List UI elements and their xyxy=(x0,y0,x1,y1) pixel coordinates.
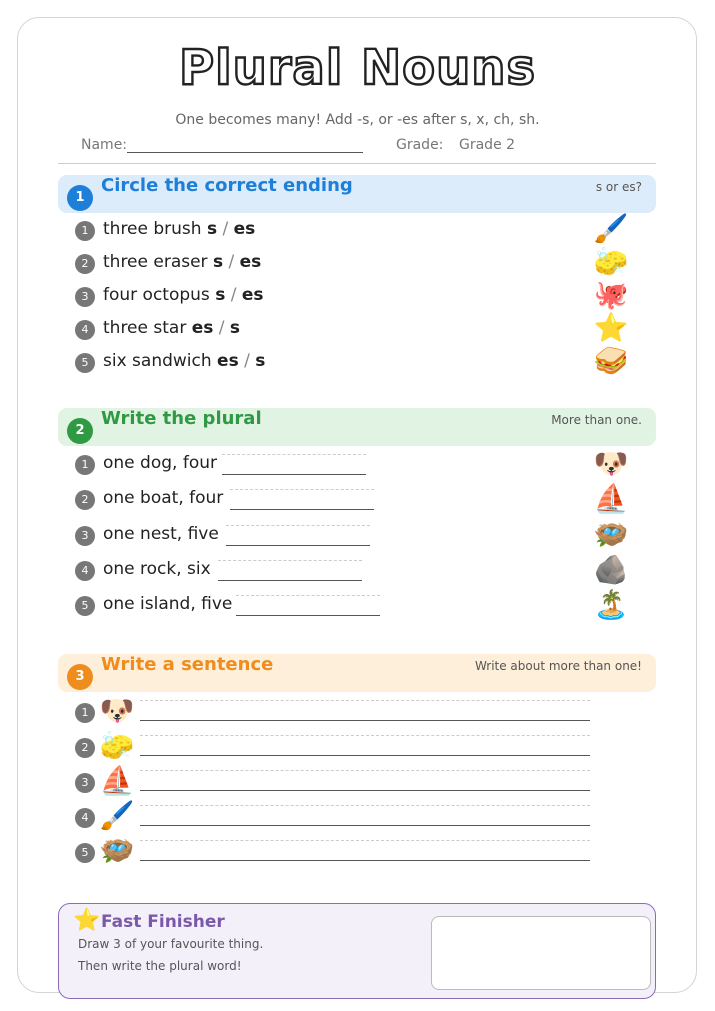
star-icon: ⭐ xyxy=(73,908,101,933)
list-item xyxy=(75,351,635,377)
item-prompt: one rock, six xyxy=(103,559,211,579)
ending-option-b[interactable]: es xyxy=(239,252,262,272)
grade-label: Grade: xyxy=(396,137,444,153)
sentence-row xyxy=(75,729,595,768)
paintbrush-icon: 🖌️ xyxy=(99,799,135,832)
item-text xyxy=(103,252,261,272)
item-noun: three star xyxy=(103,318,187,338)
nest-icon: 🪺 xyxy=(593,518,629,551)
item-text xyxy=(103,219,255,239)
ending-option-b[interactable]: s xyxy=(229,318,241,338)
section2-header xyxy=(58,408,656,446)
paintbrush-icon: 🖌️ xyxy=(593,212,629,245)
sandwich-icon: 🥪 xyxy=(593,344,629,377)
section2-hint: More than one. xyxy=(551,413,642,427)
answer-line[interactable] xyxy=(226,525,370,545)
name-field[interactable] xyxy=(127,152,363,153)
sentence-line[interactable] xyxy=(140,840,590,860)
page-title: Plural Nouns xyxy=(178,40,537,96)
ending-option-a[interactable]: s xyxy=(212,252,224,272)
sentence-line[interactable] xyxy=(140,700,590,720)
item-number: 3 xyxy=(75,287,95,307)
sponge-icon: 🧽 xyxy=(593,245,629,278)
sentence-row xyxy=(75,799,595,838)
section1-header xyxy=(58,175,656,213)
section2-title: Write the plural xyxy=(101,408,262,429)
item-text xyxy=(103,285,264,305)
ending-separator: / xyxy=(228,252,235,272)
section2-number: 2 xyxy=(67,418,93,444)
sentence-line[interactable] xyxy=(140,805,590,825)
section1-hint: s or es? xyxy=(595,180,642,194)
section1-number: 1 xyxy=(67,185,93,211)
item-number: 1 xyxy=(75,703,95,723)
sentence-row xyxy=(75,834,595,873)
nest-icon: 🪺 xyxy=(99,834,135,867)
header-divider xyxy=(58,163,656,164)
section3-hint: Write about more than one! xyxy=(474,659,642,673)
ending-separator: / xyxy=(222,219,229,239)
star-icon: ⭐ xyxy=(593,311,629,344)
item-number: 1 xyxy=(75,221,95,241)
item-number: 2 xyxy=(75,254,95,274)
item-number: 4 xyxy=(75,808,95,828)
ending-option-a[interactable]: s xyxy=(206,219,218,239)
list-item xyxy=(75,318,635,344)
list-item xyxy=(75,252,635,278)
fast-finisher-line1: Draw 3 of your favourite thing. xyxy=(78,937,264,951)
ending-option-b[interactable]: s xyxy=(255,351,266,371)
sailboat-icon: ⛵ xyxy=(99,764,135,797)
ending-separator: / xyxy=(244,351,250,371)
dog-icon: 🐶 xyxy=(99,694,135,727)
item-number: 5 xyxy=(75,353,95,373)
sailboat-icon: ⛵ xyxy=(593,482,629,515)
fast-finisher-box xyxy=(58,903,656,999)
ending-option-a[interactable]: es xyxy=(217,351,239,371)
answer-line[interactable] xyxy=(236,595,380,615)
answer-line[interactable] xyxy=(230,489,374,509)
item-prompt: one dog, four xyxy=(103,453,217,473)
item-noun: three brush xyxy=(103,219,202,239)
dog-icon: 🐶 xyxy=(593,447,629,480)
item-noun: six sandwich xyxy=(103,351,212,371)
grade-value: Grade 2 xyxy=(459,137,516,153)
ending-separator: / xyxy=(230,285,237,305)
answer-line[interactable] xyxy=(218,560,362,580)
item-number: 2 xyxy=(75,738,95,758)
item-number: 3 xyxy=(75,773,95,793)
sentence-line[interactable] xyxy=(140,735,590,755)
sentence-row xyxy=(75,764,595,803)
name-label: Name: xyxy=(81,137,128,153)
item-number: 1 xyxy=(75,455,95,475)
sentence-row xyxy=(75,694,595,733)
item-prompt: one boat, four xyxy=(103,488,224,508)
sponge-icon: 🧽 xyxy=(99,729,135,762)
ending-option-b[interactable]: es xyxy=(241,285,264,305)
section3-title: Write a sentence xyxy=(101,654,274,675)
page-subtitle: One becomes many! Add -s, or -es after s, x, ch, sh. xyxy=(175,112,540,128)
item-prompt: one island, five xyxy=(103,594,233,614)
island-icon: 🏝️ xyxy=(593,588,629,621)
fast-finisher-line2: Then write the plural word! xyxy=(78,959,242,973)
item-number: 2 xyxy=(75,490,95,510)
item-number: 4 xyxy=(75,561,95,581)
item-noun: four octopus xyxy=(103,285,210,305)
octopus-icon: 🐙 xyxy=(593,278,629,311)
ending-option-b[interactable]: es xyxy=(233,219,256,239)
list-item xyxy=(75,219,635,245)
item-number: 5 xyxy=(75,843,95,863)
section3-header xyxy=(58,654,656,692)
item-number: 4 xyxy=(75,320,95,340)
fast-finisher-title: Fast Finisher xyxy=(101,912,225,932)
section1-title: Circle the correct ending xyxy=(101,175,353,196)
ending-option-a[interactable]: es xyxy=(191,318,214,338)
ending-option-a[interactable]: s xyxy=(215,285,226,305)
ending-separator: / xyxy=(218,318,225,338)
section3-number: 3 xyxy=(67,664,93,690)
list-item xyxy=(75,285,635,311)
sentence-line[interactable] xyxy=(140,770,590,790)
item-text xyxy=(103,318,240,338)
rock-icon: 🪨 xyxy=(593,553,629,586)
item-number: 5 xyxy=(75,596,95,616)
item-text xyxy=(103,351,265,371)
answer-line[interactable] xyxy=(222,454,366,474)
drawing-box[interactable] xyxy=(431,916,651,990)
item-noun: three eraser xyxy=(103,252,208,272)
item-number: 3 xyxy=(75,526,95,546)
item-prompt: one nest, five xyxy=(103,524,219,544)
